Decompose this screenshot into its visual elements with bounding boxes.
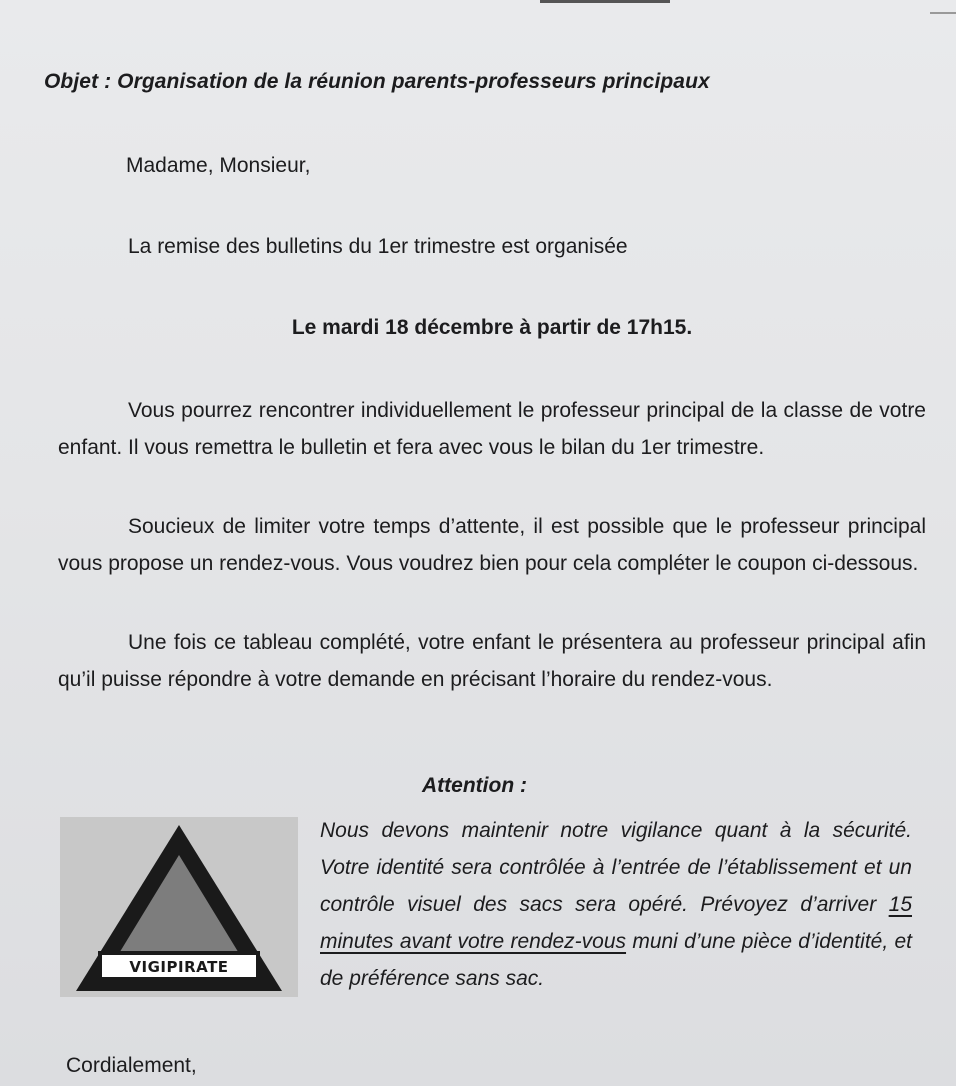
meeting-date	[0, 316, 956, 340]
meeting-date-text: Le mardi 18 décembre à partir de 17h15.	[291, 316, 693, 339]
paragraph-meeting: Vous pourrez rencontrer individuellement le professeur principal de la classe de votre enfant. Il vous remettra le bulletin et fera avec vous le bilan du 1er trimestre.	[58, 399, 926, 459]
vigipirate-logo	[60, 817, 298, 997]
letter-closing: Cordialement,	[66, 1054, 197, 1077]
logo-label: VIGIPIRATE	[129, 958, 229, 976]
attention-text-after: muni d’une pièce d’identité, et de préférence sans sac.	[320, 930, 913, 990]
corner-mark	[930, 12, 956, 14]
top-edge-mark	[540, 0, 670, 3]
letter-subject: Objet : Organisation de la réunion parents-professeurs principaux	[44, 70, 710, 93]
attention-text-before: Nous devons maintenir notre vigilance quant à la sécurité. Votre identité sera contrôlée à l’entrée de l’établissement et un contrôle visuel des sacs sera opéré. Prévoyez d’arriver	[320, 819, 912, 916]
attention-text	[320, 812, 912, 997]
paragraph-coupon: Une fois ce tableau complété, votre enfant le présentera au professeur principal afin qu’il puisse répondre à votre demande en précisant l’horaire du rendez-vous.	[58, 631, 926, 691]
attention-underlined-text: 15 minutes avant votre rendez-vous	[320, 893, 912, 953]
intro-sentence: La remise des bulletins du 1er trimestre est organisée	[128, 235, 628, 258]
letter-greeting: Madame, Monsieur,	[126, 154, 311, 177]
paragraph-appointment: Soucieux de limiter votre temps d’attente, il est possible que le professeur principal vous propose un rendez-vous. Vous voudrez bien pour cela compléter le coupon ci-dessous.	[58, 515, 926, 575]
vigipirate-triangle-icon	[60, 817, 298, 997]
attention-title: Attention :	[422, 774, 527, 797]
